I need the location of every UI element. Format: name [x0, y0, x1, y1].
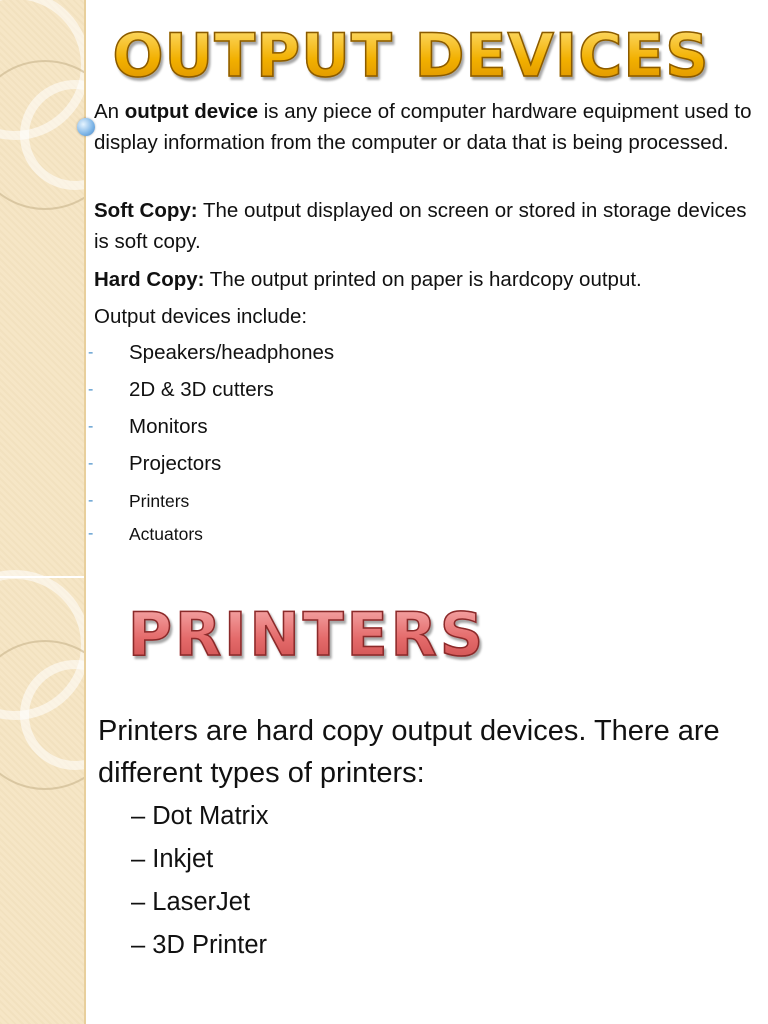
list-item — [88, 375, 334, 412]
list-item: – Inkjet — [131, 845, 214, 873]
soft-copy-text: The output displayed on screen or stored in storage devices is soft copy. — [94, 199, 747, 253]
list-item-label: Monitors — [129, 415, 208, 438]
soft-copy-label: Soft Copy: — [94, 199, 198, 222]
sidebar-divider — [0, 576, 84, 578]
list-item-label: Printers — [129, 491, 190, 511]
hard-copy-paragraph — [94, 264, 754, 295]
hard-copy-text: The output printed on paper is hardcopy output. — [204, 268, 642, 291]
list-item-label: Actuators — [129, 524, 203, 544]
dash-bullet-icon: - — [88, 418, 94, 435]
hard-copy-label: Hard Copy: — [94, 268, 205, 291]
title-printers: PRINTERS — [128, 600, 487, 670]
dash-bullet-icon: - — [88, 455, 94, 472]
list-item-label: 2D & 3D cutters — [129, 378, 274, 401]
dash-bullet-icon: - — [88, 344, 94, 361]
list-item: – Dot Matrix — [131, 802, 269, 830]
blue-orb-icon — [77, 118, 95, 136]
list-item — [88, 449, 334, 486]
list-item-label: Projectors — [129, 452, 222, 475]
devices-heading: Output devices include: — [94, 305, 308, 328]
printers-intro: Printers are hard copy output devices. There are different types of printers: — [98, 715, 720, 789]
list-item: – LaserJet — [131, 888, 251, 916]
list-item — [88, 412, 334, 449]
title-output-devices: OUTPUT DEVICES — [78, 22, 744, 90]
dash-bullet-icon: - — [88, 381, 94, 398]
list-item-label: Speakers/headphones — [129, 341, 335, 364]
list-item — [88, 486, 334, 519]
list-item — [88, 519, 334, 552]
intro-lead: An — [94, 100, 125, 123]
printer-types-list — [131, 796, 268, 968]
decorative-sidebar — [0, 0, 86, 1024]
intro-term: output device — [124, 100, 259, 123]
dash-bullet-icon: - — [88, 492, 94, 509]
list-item — [88, 338, 334, 375]
list-item: – 3D Printer — [131, 931, 268, 959]
intro-paragraph — [94, 96, 754, 158]
intro-rest: is any piece of computer hardware equipment used to display information from the computer or data that is being processed. — [94, 100, 752, 154]
output-devices-list — [88, 338, 334, 552]
soft-copy-paragraph — [94, 195, 754, 257]
dash-bullet-icon: - — [88, 525, 94, 542]
